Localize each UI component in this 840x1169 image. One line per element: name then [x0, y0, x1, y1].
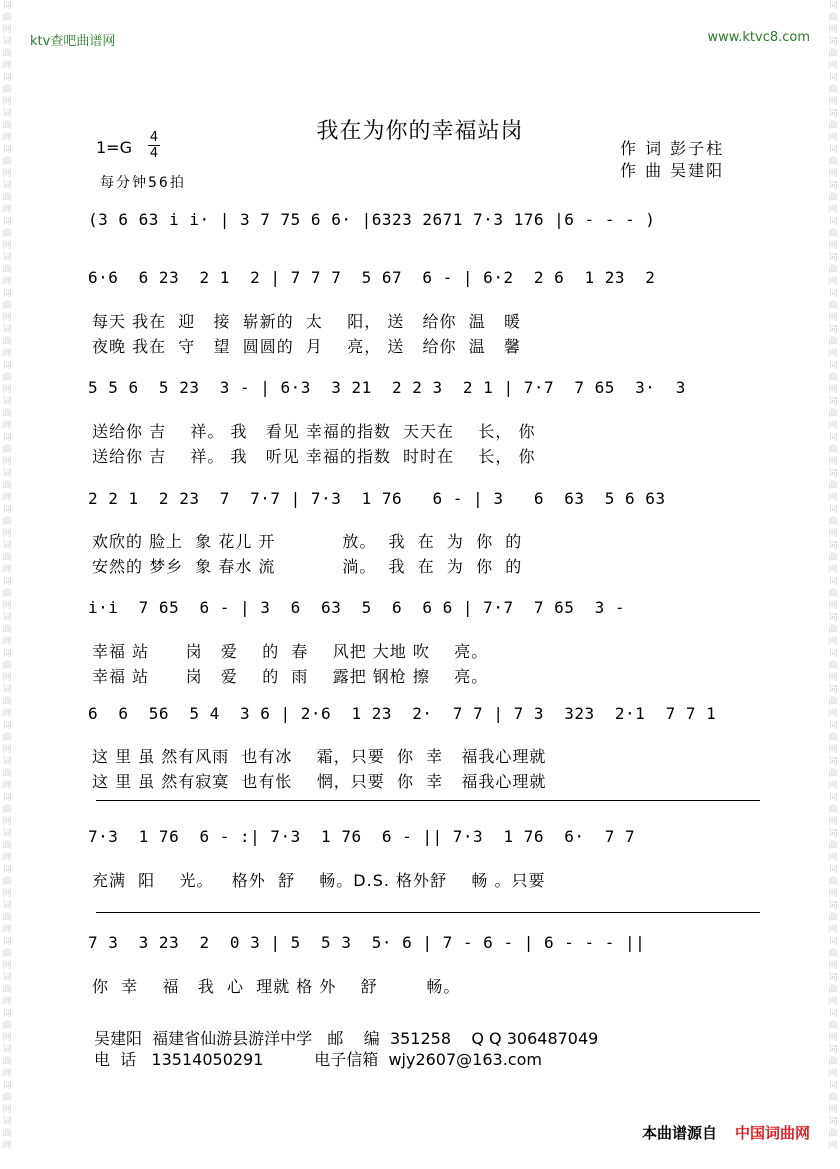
watermark-glyph: 网 [828, 241, 838, 251]
watermark-glyph: 词 [828, 685, 838, 695]
watermark-glyph: 词 [2, 721, 12, 731]
watermark-glyph: 曲 [828, 733, 838, 743]
watermark-glyph: 词 [828, 433, 838, 443]
watermark-glyph: 曲 [828, 373, 838, 383]
composer-credit: 作 曲 吴建阳 [620, 161, 725, 180]
watermark-glyph: 词 [828, 577, 838, 587]
watermark-glyph: 网 [828, 1069, 838, 1079]
watermark-glyph: 词 [828, 541, 838, 551]
watermark-glyph: 词 [2, 1009, 12, 1019]
watermark-glyph: 词 [828, 865, 838, 875]
watermark-glyph: 词 [828, 793, 838, 803]
watermark-glyph: 词 [828, 505, 838, 515]
watermark-glyph: 网 [2, 745, 12, 755]
watermark-glyph: 词 [2, 289, 12, 299]
watermark-glyph: 词 [2, 181, 12, 191]
watermark-glyph: 曲 [2, 445, 12, 455]
lyrics-line-4a: 欢欣的 脸上 象 花儿 开 放。 我 在 为 你 的 [92, 532, 523, 551]
watermark-glyph: 曲 [828, 229, 838, 239]
left-watermark-strip [0, 0, 14, 1169]
watermark-glyph: 网 [828, 205, 838, 215]
watermark-glyph: 词 [2, 937, 12, 947]
watermark-glyph: 网 [2, 997, 12, 1007]
watermark-glyph: 曲 [2, 301, 12, 311]
right-watermark-strip [826, 0, 840, 1169]
watermark-glyph: 曲 [2, 841, 12, 851]
watermark-glyph: 词 [828, 901, 838, 911]
lyrics-line-5a: 幸福 站 岗 爱 的 春 风把 大地 吹 亮。 [92, 642, 489, 661]
watermark-glyph: 词 [828, 1117, 838, 1127]
watermark-glyph: 网 [2, 781, 12, 791]
watermark-glyph: 词 [828, 217, 838, 227]
watermark-glyph: 网 [2, 313, 12, 323]
watermark-glyph: 网 [2, 25, 12, 35]
watermark-glyph: 曲 [828, 985, 838, 995]
watermark-glyph: 网 [828, 421, 838, 431]
watermark-glyph: 词 [2, 1045, 12, 1055]
notation-line-7: 7·3 1 76 6 - :| 7·3 1 76 6 - || 7·3 1 76 6· 7 7 [88, 827, 636, 846]
watermark-glyph: 词 [2, 433, 12, 443]
watermark-glyph: 曲 [828, 949, 838, 959]
watermark-glyph: 曲 [828, 265, 838, 275]
watermark-glyph: 网 [2, 925, 12, 935]
watermark-glyph: 网 [2, 817, 12, 827]
watermark-glyph: 曲 [2, 121, 12, 131]
watermark-glyph: 曲 [2, 49, 12, 59]
watermark-glyph: 曲 [828, 697, 838, 707]
watermark-glyph: 词 [2, 1, 12, 11]
watermark-glyph: 词 [2, 793, 12, 803]
source-label: 本曲谱源自 [641, 1124, 717, 1142]
source-credit [642, 1122, 810, 1143]
watermark-glyph: 网 [828, 277, 838, 287]
watermark-glyph: 词 [2, 649, 12, 659]
watermark-glyph: 曲 [828, 625, 838, 635]
watermark-glyph: 网 [828, 997, 838, 1007]
watermark-glyph: 网 [2, 1069, 12, 1079]
watermark-glyph: 网 [828, 889, 838, 899]
watermark-glyph: 词 [828, 1045, 838, 1055]
lyrics-line-2a: 每天 我在 迎 接 崭新的 太 阳， 送 给你 温 暖 [92, 312, 521, 331]
watermark-glyph: 词 [828, 469, 838, 479]
watermark-glyph: 词 [2, 73, 12, 83]
watermark-glyph: 曲 [828, 553, 838, 563]
watermark-glyph: 词 [828, 37, 838, 47]
time-signature-bottom: 4 [149, 146, 159, 161]
watermark-glyph: 词 [828, 109, 838, 119]
watermark-glyph: 网 [2, 97, 12, 107]
watermark-glyph: 词 [2, 469, 12, 479]
watermark-glyph: 曲 [2, 85, 12, 95]
watermark-glyph: 网 [2, 673, 12, 683]
watermark-glyph: 曲 [828, 589, 838, 599]
watermark-glyph: 网 [2, 457, 12, 467]
watermark-glyph: 曲 [828, 517, 838, 527]
watermark-glyph: 词 [828, 1, 838, 11]
watermark-glyph: 词 [2, 1081, 12, 1091]
lyrics-line-6a: 这 里 虽 然有风雨 也有冰 霜，只要 你 幸 福我心理就 [92, 747, 547, 766]
watermark-glyph: 词 [2, 865, 12, 875]
watermark-glyph: 网 [2, 133, 12, 143]
notation-line-8: 7 3 3 23 2 0 3 | 5 5 3 5· 6 | 7 - 6 - | 6 - - - || [88, 933, 646, 952]
watermark-glyph: 网 [828, 61, 838, 71]
watermark-glyph: 词 [2, 973, 12, 983]
watermark-glyph: 词 [2, 1117, 12, 1127]
watermark-glyph: 网 [828, 781, 838, 791]
watermark-glyph: 网 [828, 25, 838, 35]
watermark-glyph: 曲 [828, 49, 838, 59]
watermark-glyph: 曲 [2, 733, 12, 743]
watermark-glyph: 曲 [2, 661, 12, 671]
watermark-glyph: 曲 [2, 589, 12, 599]
notation-line-4: 2 2 1 2 23 7 7·7 | 7·3 1 76 6 - | 3 6 63 5 6 63 [88, 489, 666, 508]
watermark-glyph: 曲 [2, 1129, 12, 1139]
watermark-glyph: 曲 [2, 1057, 12, 1067]
watermark-glyph: 曲 [828, 877, 838, 887]
watermark-glyph: 词 [2, 325, 12, 335]
watermark-glyph: 词 [828, 181, 838, 191]
watermark-glyph: 网 [828, 601, 838, 611]
watermark-glyph: 词 [2, 613, 12, 623]
watermark-glyph: 词 [2, 37, 12, 47]
watermark-glyph: 曲 [828, 805, 838, 815]
watermark-glyph: 曲 [2, 157, 12, 167]
watermark-glyph: 曲 [2, 949, 12, 959]
watermark-glyph: 词 [828, 325, 838, 335]
watermark-glyph: 词 [828, 73, 838, 83]
watermark-glyph: 网 [2, 889, 12, 899]
watermark-glyph: 词 [828, 721, 838, 731]
watermark-glyph: 网 [2, 709, 12, 719]
watermark-glyph: 网 [828, 529, 838, 539]
watermark-glyph: 网 [828, 313, 838, 323]
watermark-glyph: 网 [828, 1033, 838, 1043]
watermark-glyph: 词 [2, 253, 12, 263]
watermark-glyph: 曲 [2, 697, 12, 707]
watermark-glyph: 网 [828, 745, 838, 755]
watermark-glyph: 网 [2, 565, 12, 575]
watermark-glyph: 曲 [2, 1093, 12, 1103]
watermark-glyph: 网 [828, 457, 838, 467]
watermark-glyph: 曲 [828, 661, 838, 671]
watermark-glyph: 词 [2, 901, 12, 911]
watermark-glyph: 曲 [828, 121, 838, 131]
watermark-glyph: 曲 [828, 193, 838, 203]
watermark-glyph: 词 [2, 829, 12, 839]
watermark-glyph: 网 [828, 853, 838, 863]
watermark-glyph: 网 [2, 1141, 12, 1151]
watermark-glyph: 网 [828, 961, 838, 971]
watermark-glyph: 词 [828, 145, 838, 155]
watermark-glyph: 曲 [2, 13, 12, 23]
watermark-glyph: 词 [2, 145, 12, 155]
watermark-glyph: 网 [2, 349, 12, 359]
source-watermark-left: ktv查吧曲谱网 [30, 34, 116, 49]
watermark-glyph: 曲 [2, 553, 12, 563]
watermark-glyph: 曲 [828, 157, 838, 167]
watermark-glyph: 词 [2, 685, 12, 695]
watermark-glyph: 词 [2, 577, 12, 587]
time-signature [148, 130, 160, 161]
source-site-link[interactable]: 中国词曲网 [734, 1124, 810, 1142]
lyrics-line-3a: 送给你 吉 祥。 我 看见 幸福的指数 天天在 长， 你 [92, 422, 536, 441]
tempo-marking: 每分钟56拍 [100, 175, 186, 191]
watermark-glyph: 曲 [828, 13, 838, 23]
watermark-glyph: 词 [828, 253, 838, 263]
watermark-glyph: 词 [828, 613, 838, 623]
watermark-glyph: 曲 [2, 373, 12, 383]
watermark-glyph: 曲 [828, 1093, 838, 1103]
watermark-glyph: 词 [828, 757, 838, 767]
watermark-glyph: 网 [828, 817, 838, 827]
watermark-glyph: 网 [2, 421, 12, 431]
watermark-glyph: 曲 [828, 913, 838, 923]
watermark-glyph: 网 [828, 673, 838, 683]
watermark-glyph: 曲 [828, 445, 838, 455]
watermark-glyph: 曲 [828, 85, 838, 95]
watermark-glyph: 词 [2, 217, 12, 227]
watermark-glyph: 词 [2, 361, 12, 371]
watermark-glyph: 曲 [828, 1129, 838, 1139]
watermark-glyph: 曲 [2, 805, 12, 815]
watermark-glyph: 网 [828, 349, 838, 359]
notation-line-2: 6·6 6 23 2 1 2 | 7 7 7 5 67 6 - | 6·2 2 6 1 23 2 [88, 268, 656, 287]
notation-line-3: 5 5 6 5 23 3 - | 6·3 3 21 2 2 3 2 1 | 7·7 7 65 3· 3 [88, 378, 686, 397]
notation-line-5: i·i 7 65 6 - | 3 6 63 5 6 6 6 | 7·7 7 65 3 - [88, 598, 626, 617]
watermark-glyph: 词 [2, 541, 12, 551]
watermark-glyph: 词 [828, 937, 838, 947]
lyrics-line-6b: 这 里 虽 然有寂寞 也有怅 惘，只要 你 幸 福我心理就 [92, 772, 547, 791]
watermark-glyph: 网 [2, 1033, 12, 1043]
watermark-glyph: 网 [828, 133, 838, 143]
watermark-glyph: 网 [2, 529, 12, 539]
lyrics-line-4b: 安然的 梦乡 象 春水 流 淌。 我 在 为 你 的 [92, 557, 523, 576]
time-signature-top: 4 [149, 130, 159, 145]
watermark-glyph: 词 [2, 109, 12, 119]
watermark-glyph: 曲 [828, 481, 838, 491]
watermark-glyph: 曲 [828, 1021, 838, 1031]
coda-bracket [96, 912, 760, 913]
song-title: 我在为你的幸福站岗 [316, 119, 524, 144]
notation-line-1: (3 6 63 i i· | 3 7 75 6 6· |6323 2671 7·3 176 |6 - - - ) [88, 210, 656, 229]
watermark-glyph: 曲 [828, 841, 838, 851]
watermark-glyph: 网 [828, 97, 838, 107]
contact-line-1: 吴建阳 福建省仙游县游洋中学 邮 编 351258 Q Q 306487049 [94, 1029, 599, 1048]
watermark-glyph: 网 [828, 385, 838, 395]
contact-line-2: 电 话 13514050291 电子信箱 wjy2607@163.com [94, 1050, 542, 1069]
watermark-glyph: 曲 [2, 229, 12, 239]
watermark-glyph: 曲 [2, 337, 12, 347]
watermark-glyph: 曲 [828, 301, 838, 311]
lyrics-line-3b: 送给你 吉 祥。 我 听见 幸福的指数 时时在 长， 你 [92, 447, 536, 466]
watermark-glyph: 曲 [2, 913, 12, 923]
watermark-glyph: 曲 [828, 337, 838, 347]
watermark-glyph: 网 [2, 205, 12, 215]
notation-line-6: 6 6 56 5 4 3 6 | 2·6 1 23 2· 7 7 | 7 3 323 2·1 7 7 1 [88, 704, 717, 723]
watermark-glyph: 曲 [828, 1057, 838, 1067]
watermark-glyph: 词 [2, 397, 12, 407]
watermark-glyph: 曲 [2, 517, 12, 527]
watermark-glyph: 曲 [2, 769, 12, 779]
watermark-glyph: 网 [2, 601, 12, 611]
watermark-glyph: 网 [2, 277, 12, 287]
watermark-glyph: 曲 [2, 877, 12, 887]
watermark-glyph: 网 [2, 1105, 12, 1115]
watermark-glyph: 词 [828, 649, 838, 659]
watermark-glyph: 网 [828, 169, 838, 179]
watermark-glyph: 网 [2, 241, 12, 251]
lyrics-line-5b: 幸福 站 岗 爱 的 雨 露把 钢枪 擦 亮。 [92, 667, 489, 686]
watermark-glyph: 词 [828, 973, 838, 983]
watermark-glyph: 词 [2, 757, 12, 767]
watermark-glyph: 曲 [2, 193, 12, 203]
watermark-glyph: 网 [2, 169, 12, 179]
watermark-glyph: 网 [828, 709, 838, 719]
watermark-glyph: 曲 [2, 985, 12, 995]
watermark-glyph: 词 [2, 505, 12, 515]
watermark-glyph: 网 [828, 925, 838, 935]
watermark-glyph: 词 [828, 361, 838, 371]
watermark-glyph: 网 [2, 61, 12, 71]
watermark-glyph: 曲 [2, 409, 12, 419]
watermark-glyph: 网 [2, 385, 12, 395]
watermark-glyph: 网 [828, 1105, 838, 1115]
watermark-glyph: 网 [2, 853, 12, 863]
watermark-glyph: 曲 [828, 769, 838, 779]
watermark-glyph: 网 [2, 637, 12, 647]
watermark-glyph: 曲 [828, 409, 838, 419]
key-signature: 1=G [96, 138, 132, 157]
lyrics-line-8: 你 幸 福 我 心 理就 格 外 舒 畅。 [92, 977, 461, 996]
watermark-glyph: 曲 [2, 625, 12, 635]
lyricist-credit: 作 词 彭子柱 [620, 139, 725, 158]
watermark-glyph: 网 [828, 493, 838, 503]
watermark-glyph: 词 [828, 1081, 838, 1091]
source-watermark-right: www.ktvc8.com [707, 30, 810, 45]
watermark-glyph: 网 [2, 961, 12, 971]
watermark-glyph: 网 [2, 493, 12, 503]
watermark-glyph: 词 [828, 289, 838, 299]
watermark-glyph: 曲 [2, 481, 12, 491]
watermark-glyph: 曲 [2, 1021, 12, 1031]
watermark-glyph: 网 [828, 565, 838, 575]
watermark-glyph: 词 [828, 397, 838, 407]
watermark-glyph: 词 [828, 829, 838, 839]
lyrics-line-2b: 夜晚 我在 守 望 圆圆的 月 亮， 送 给你 温 馨 [92, 337, 521, 356]
watermark-glyph: 网 [828, 1141, 838, 1151]
watermark-glyph: 网 [828, 637, 838, 647]
watermark-glyph: 词 [828, 1009, 838, 1019]
lyrics-line-7: 充满 阳 光。 格外 舒 畅。D.S. 格外舒 畅 。只要 [92, 871, 546, 890]
watermark-glyph: 曲 [2, 265, 12, 275]
ending-brackets [96, 800, 760, 801]
